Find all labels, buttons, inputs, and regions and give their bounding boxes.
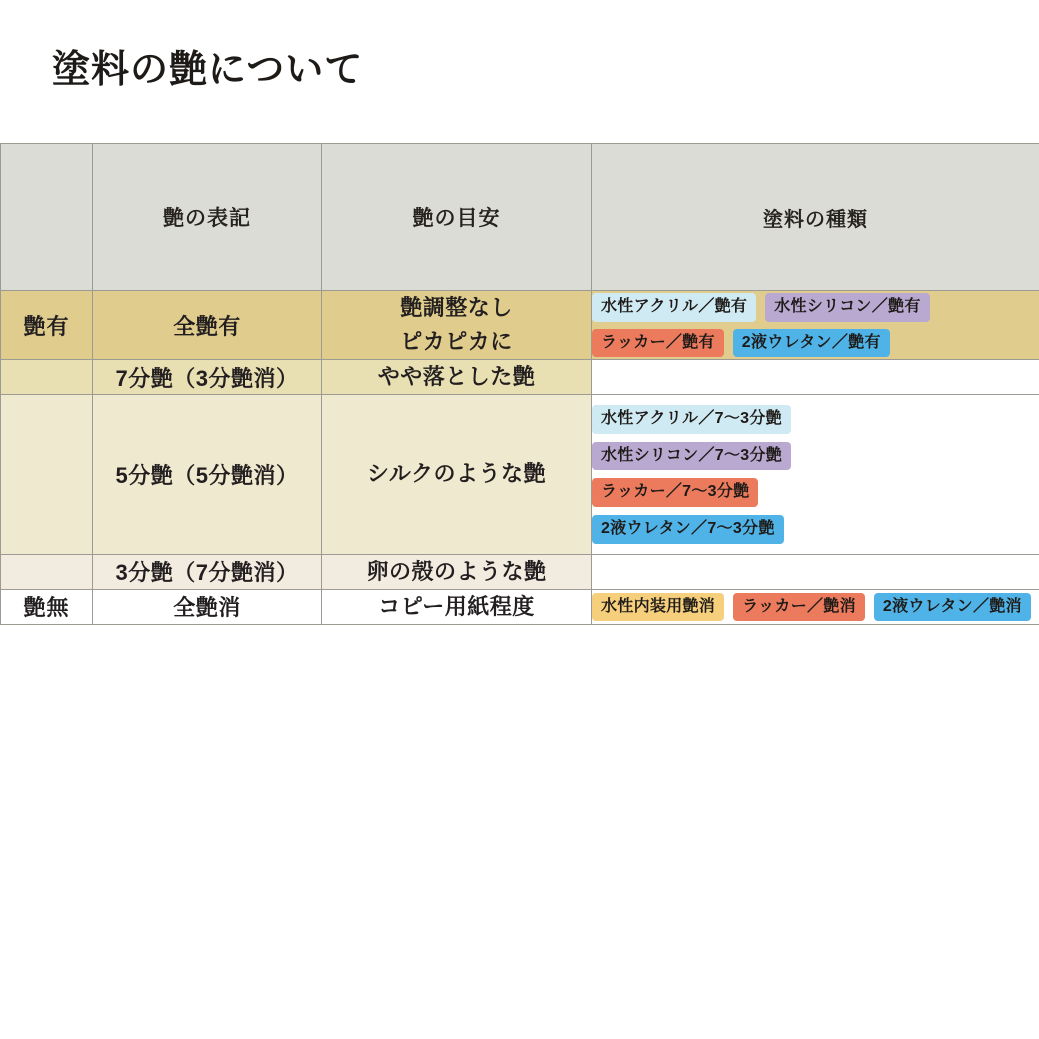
- row-notation: 5分艶（5分艶消）: [93, 395, 322, 554]
- tag-list: [592, 293, 1039, 357]
- row-guide-line-1: 艶調整なし: [400, 295, 513, 320]
- table-row: [1, 360, 1039, 395]
- paint-tag: 2液ウレタン／艶消: [874, 593, 1031, 622]
- table-row: [1, 554, 1039, 589]
- gloss-table: [0, 143, 1039, 625]
- table-header-guide: 艶の目安: [322, 144, 592, 291]
- paint-tag: 2液ウレタン／艶有: [733, 329, 890, 358]
- row-label: [1, 554, 93, 589]
- paint-tag: 水性シリコン／艶有: [765, 293, 929, 322]
- row-label: [1, 360, 93, 395]
- paint-tag: ラッカー／7〜3分艶: [592, 478, 758, 507]
- paint-tag: ラッカー／艶有: [592, 329, 724, 358]
- row-label: 艶無: [1, 589, 93, 624]
- table-row: [1, 291, 1039, 360]
- row-notation: 3分艶（7分艶消）: [93, 554, 322, 589]
- row-types: [592, 554, 1039, 589]
- row-guide: やや落とした艶: [322, 360, 592, 395]
- page-title: 塗料の艶について: [52, 49, 364, 91]
- row-types: [592, 360, 1039, 395]
- table-header-blank: [1, 144, 93, 291]
- row-guide-line-2: ピカピカに: [400, 329, 513, 355]
- row-types: [592, 291, 1039, 360]
- paint-tag: ラッカー／艶消: [733, 593, 865, 622]
- row-notation: 全艶有: [93, 291, 322, 360]
- paint-tag: 2液ウレタン／7〜3分艶: [592, 515, 784, 544]
- table-row: [1, 589, 1039, 624]
- row-types: [592, 589, 1039, 624]
- table-header-types: 塗料の種類: [592, 144, 1039, 291]
- table-header: [1, 144, 1039, 291]
- row-guide: 卵の殻のような艶: [322, 554, 592, 589]
- paint-tag: 水性内装用艶消: [592, 593, 724, 622]
- table-header-row: [1, 144, 1039, 291]
- row-notation: 全艶消: [93, 589, 322, 624]
- row-notation: 7分艶（3分艶消）: [93, 360, 322, 395]
- row-guide: コピー用紙程度: [322, 589, 592, 624]
- tag-list: [592, 593, 1039, 622]
- paint-tag: 水性アクリル／7〜3分艶: [592, 405, 791, 434]
- row-label: [1, 395, 93, 554]
- row-types: [592, 395, 1039, 554]
- table-header-notation: 艶の表記: [93, 144, 322, 291]
- paint-tag: 水性アクリル／艶有: [592, 293, 756, 322]
- row-guide: [322, 291, 592, 360]
- row-label: 艶有: [1, 291, 93, 360]
- table-body: [1, 291, 1039, 625]
- table-row: [1, 395, 1039, 554]
- row-guide: シルクのような艶: [322, 395, 592, 554]
- tag-list: [592, 405, 1039, 543]
- paint-tag: 水性シリコン／7〜3分艶: [592, 442, 791, 471]
